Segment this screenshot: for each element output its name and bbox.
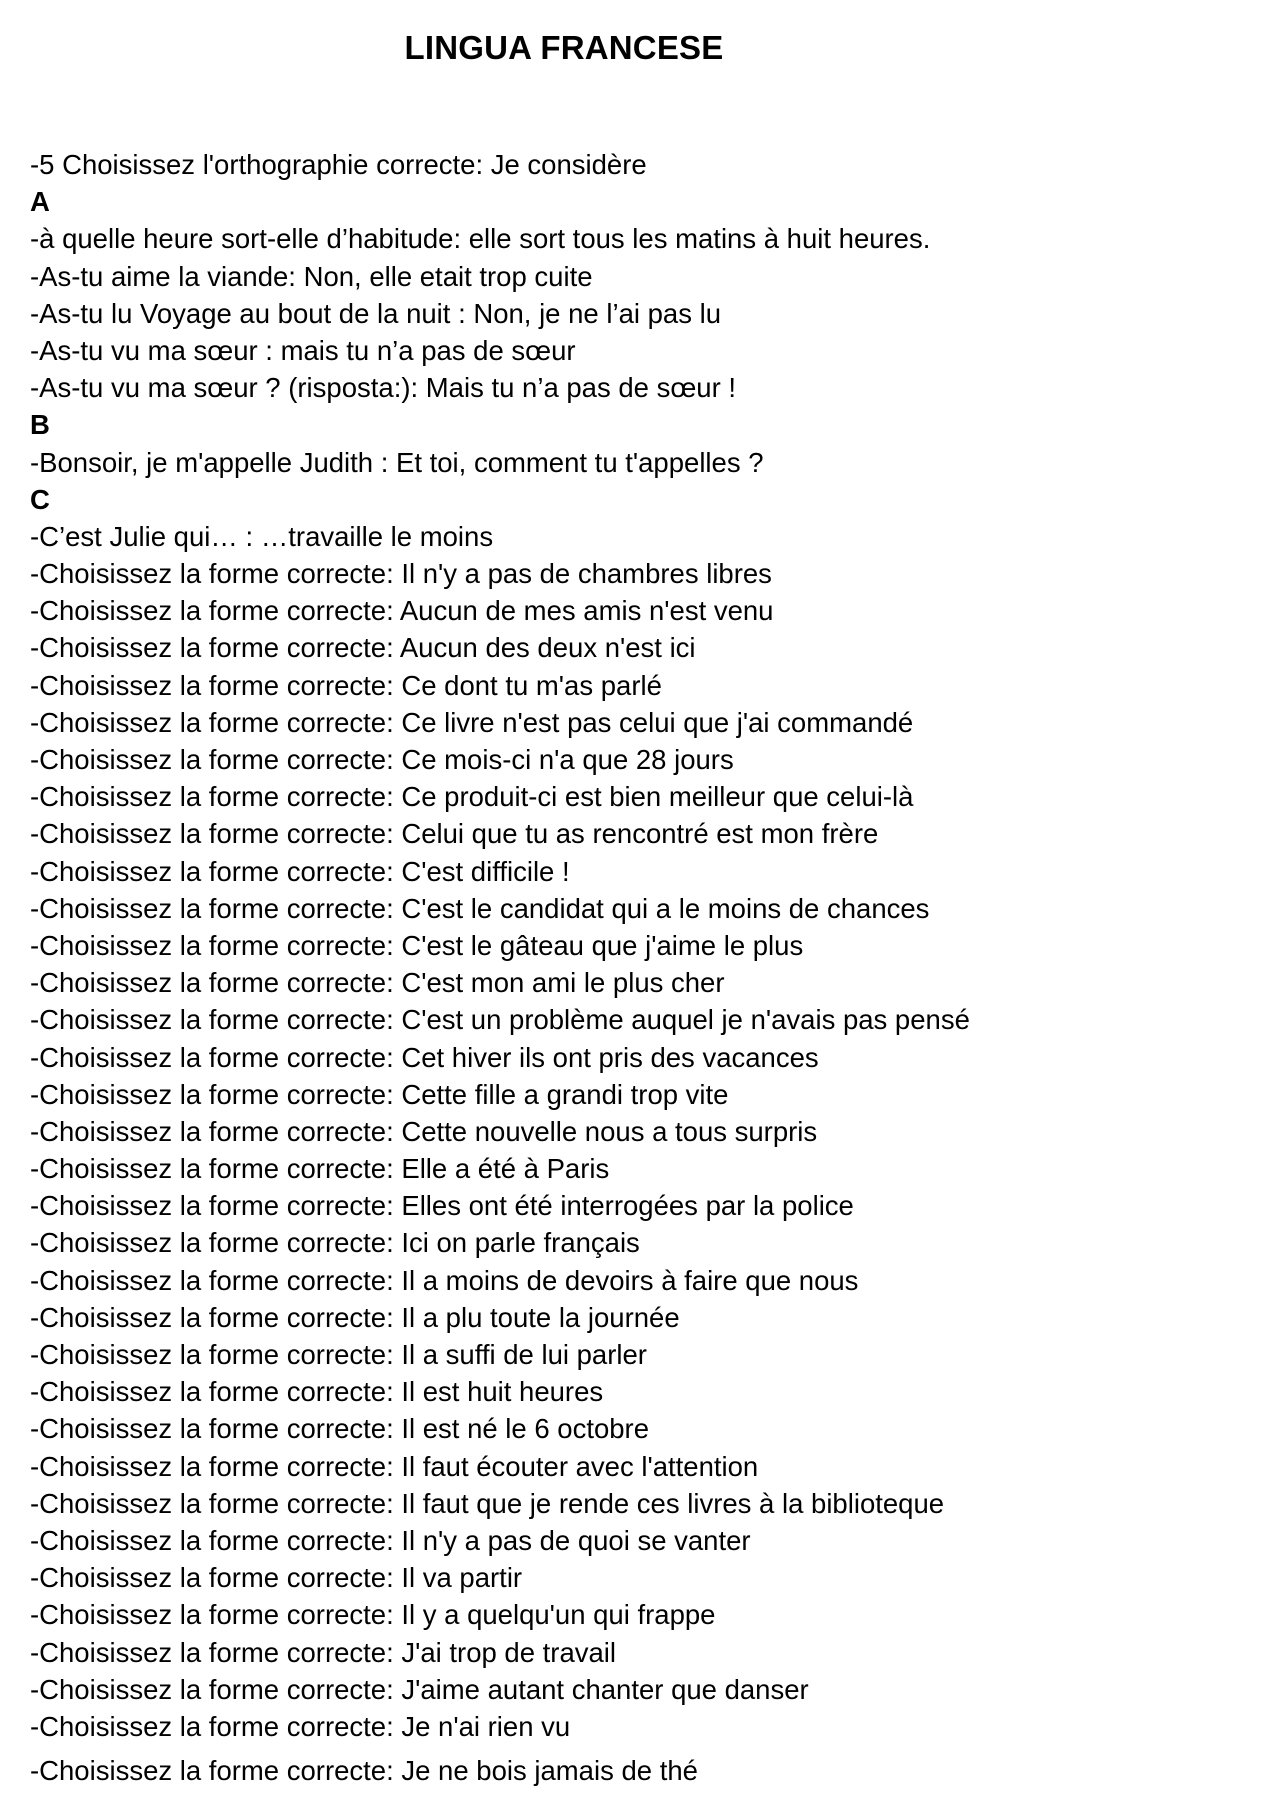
document-line: -Choisissez la forme correcte: Aucun des deux n'est ici xyxy=(30,632,696,664)
document-line: -Choisissez la forme correcte: C'est le gâteau que j'aime le plus xyxy=(30,929,804,961)
document-line: -à quelle heure sort-elle d’habitude: elle sort tous les matins à huit heures. xyxy=(30,223,931,255)
document-content xyxy=(30,146,1260,1789)
document-line: -Choisissez la forme correcte: Il faut écouter avec l'attention xyxy=(30,1450,759,1482)
document-line: -Choisissez la forme correcte: Il n'y a pas de quoi se vanter xyxy=(30,1524,751,1556)
document-line: -Choisissez la forme correcte: Il a suffi de lui parler xyxy=(30,1339,647,1370)
document-line: -Choisissez la forme correcte: Cet hiver ils ont pris des vacances xyxy=(30,1041,819,1073)
document-line: -Choisissez la forme correcte: Il a plu toute la journée xyxy=(30,1301,680,1333)
section-heading: A xyxy=(30,186,50,218)
section-heading: B xyxy=(30,409,50,441)
document-line: -Choisissez la forme correcte: Il faut que je rende ces livres à la biblioteque xyxy=(30,1487,945,1519)
document-line: -Choisissez la forme correcte: Ce produit-ci est bien meilleur que celui-là xyxy=(30,781,914,813)
document-line: -Choisissez la forme correcte: Je ne bois jamais de thé xyxy=(30,1755,698,1787)
document-line: -Choisissez la forme correcte: Il n'y a pas de chambres libres xyxy=(30,558,772,590)
document-line: -Choisissez la forme correcte: C'est mon ami le plus cher xyxy=(30,967,725,999)
section-heading: C xyxy=(30,483,50,515)
document-line: -Choisissez la forme correcte: Ce dont tu m'as parlé xyxy=(30,669,662,701)
document-line: -As-tu lu Voyage au bout de la nuit : Non, je ne l’ai pas lu xyxy=(30,297,721,329)
document-line: -Choisissez la forme correcte: J'aime autant chanter que danser xyxy=(30,1673,809,1705)
document-line: -Choisissez la forme correcte: Il est né le 6 octobre xyxy=(30,1413,650,1445)
document-line: -Choisissez la forme correcte: J'ai trop de travail xyxy=(30,1636,617,1668)
document-line: -Choisissez la forme correcte: Elle a été à Paris xyxy=(30,1153,610,1185)
document-line: -Choisissez la forme correcte: Je n'ai rien vu xyxy=(30,1710,571,1742)
document-line: -Choisissez la forme correcte: Ce livre n'est pas celui que j'ai commandé xyxy=(30,706,914,738)
document-line: -5 Choisissez l'orthographie correcte: Je considère xyxy=(30,149,647,180)
document-title: LINGUA FRANCESE xyxy=(404,29,724,66)
document-line: -Choisissez la forme correcte: C'est un problème auquel je n'avais pas pensé xyxy=(30,1004,970,1036)
document-line: -Choisissez la forme correcte: Aucun de mes amis n'est venu xyxy=(30,595,774,627)
document-line: -As-tu aime la viande: Non, elle etait trop cuite xyxy=(30,260,593,292)
document-line: -As-tu vu ma sœur : mais tu n’a pas de sœur xyxy=(30,334,576,366)
document-line: -Choisissez la forme correcte: Il a moins de devoirs à faire que nous xyxy=(30,1264,859,1296)
document-line: -Choisissez la forme correcte: Elles ont été interrogées par la police xyxy=(30,1190,854,1222)
document-line: -As-tu vu ma sœur ? (risposta:): Mais tu n’a pas de sœur ! xyxy=(30,372,737,404)
document-line: -C’est Julie qui… : …travaille le moins xyxy=(30,520,494,552)
document-line: -Choisissez la forme correcte: Cette nouvelle nous a tous surpris xyxy=(30,1115,818,1147)
document-line: -Choisissez la forme correcte: Ici on parle français xyxy=(30,1227,640,1259)
document-line: -Choisissez la forme correcte: C'est le candidat qui a le moins de chances xyxy=(30,892,930,924)
document-line: -Choisissez la forme correcte: Il va partir xyxy=(30,1562,523,1594)
document-line: -Choisissez la forme correcte: Il est huit heures xyxy=(30,1376,604,1408)
document-line: -Choisissez la forme correcte: Il y a quelqu'un qui frappe xyxy=(30,1599,716,1631)
document-line: -Choisissez la forme correcte: Ce mois-ci n'a que 28 jours xyxy=(30,744,734,775)
document-line: -Choisissez la forme correcte: Cette fille a grandi trop vite xyxy=(30,1078,729,1110)
document-line: -Bonsoir, je m'appelle Judith : Et toi, comment tu t'appelles ? xyxy=(30,446,764,478)
document-line: -Choisissez la forme correcte: Celui que tu as rencontré est mon frère xyxy=(30,818,879,850)
document-line: -Choisissez la forme correcte: C'est difficile ! xyxy=(30,855,570,887)
